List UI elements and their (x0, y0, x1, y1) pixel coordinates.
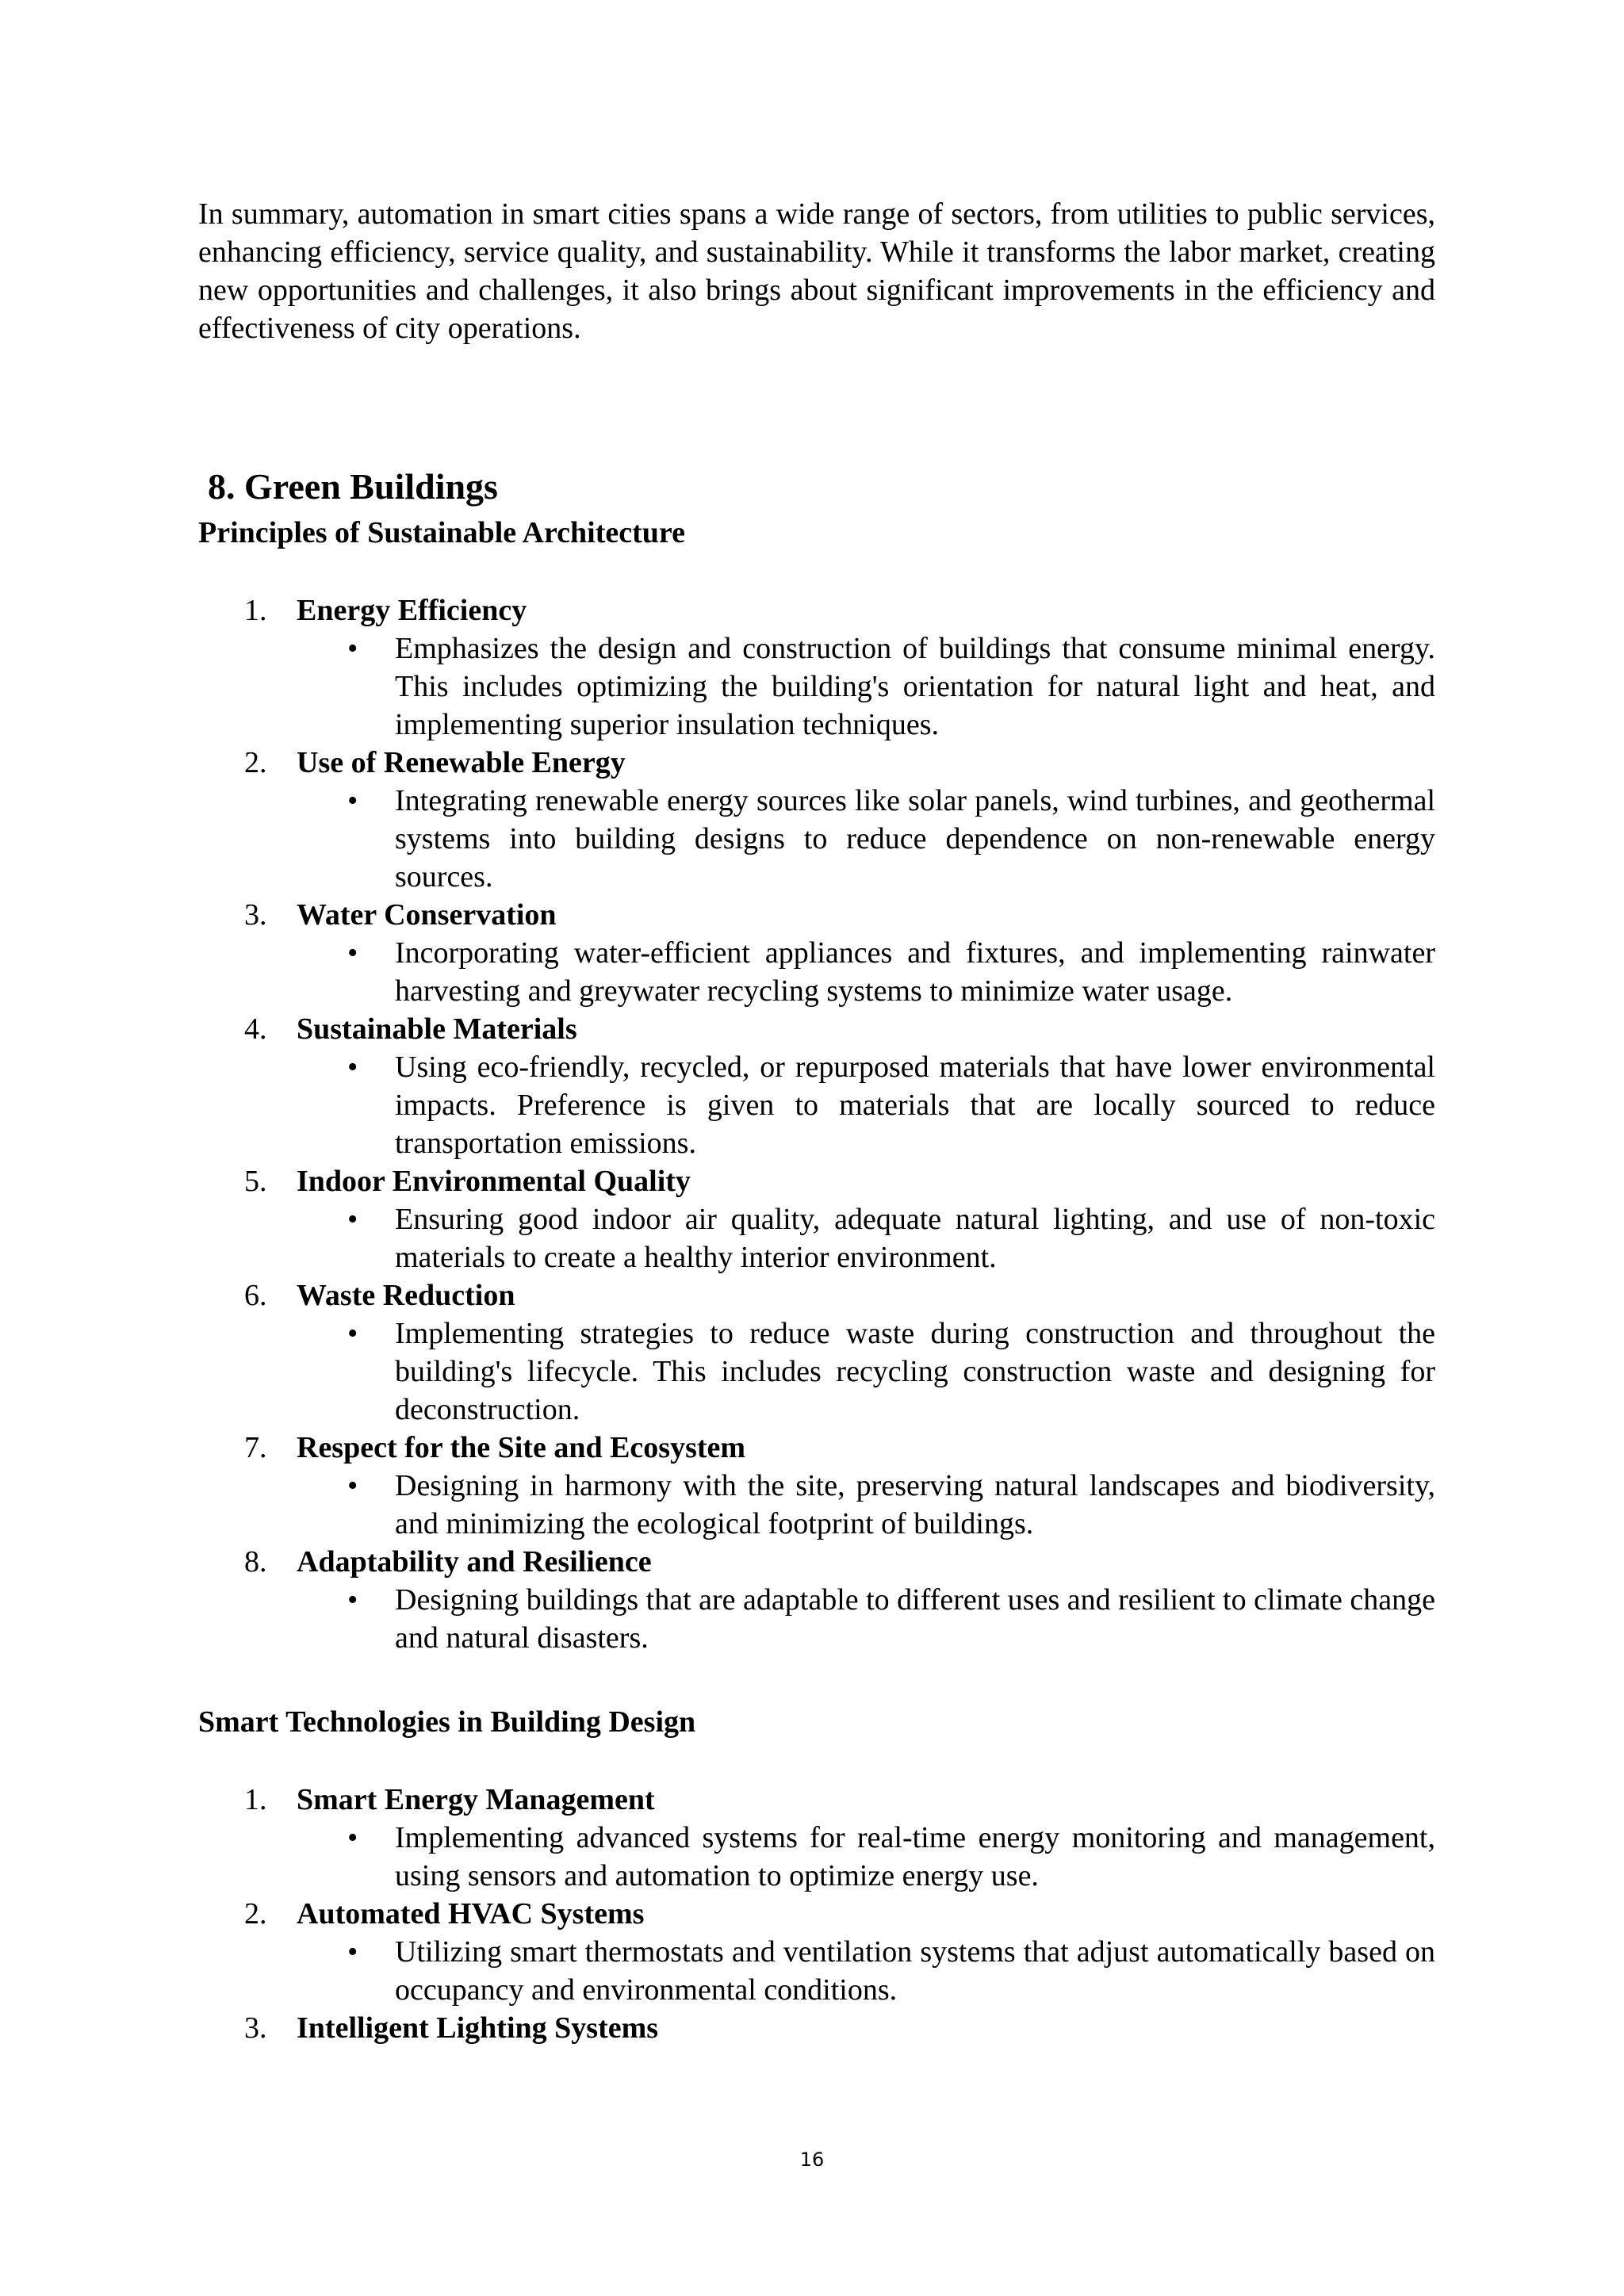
summary-paragraph: In summary, automation in smart cities spans a wide range of sectors, from utilities to public services, enhancing efficiency, service quality, and sustainability. While it transforms the labor market, creating new opportunities and challenges, it also brings about significant improvements in the efficiency and effectiveness of city operations. (198, 197, 1435, 345)
list-item (198, 591, 1435, 744)
bullet-text: Implementing advanced systems for real-time energy monitoring and management, using sensors and automation to optimize energy use. (395, 1821, 1435, 1892)
list-item (198, 744, 1435, 896)
subheading-principles: Principles of Sustainable Architecture (198, 516, 685, 549)
bullet-icon: • (347, 1317, 358, 1350)
bullet-text: Utilizing smart thermostats and ventilation systems that adjust automatically based on occupancy and environmental conditions. (395, 1935, 1435, 2007)
bullet-icon: • (347, 936, 358, 970)
bullet-item (297, 1581, 1435, 1657)
bullet-item (297, 1933, 1435, 2009)
bullet-item (297, 782, 1435, 896)
bullet-text: Incorporating water-efficient appliances and fixtures, and implementing rainwater harvesting and greywater recycling systems to minimize water usage. (395, 936, 1435, 1008)
page-content (198, 195, 1435, 2047)
list-item (198, 1010, 1435, 1162)
section-heading: 8. Green Buildings (208, 466, 498, 507)
list-item-title: Use of Renewable Energy (297, 746, 626, 779)
bullet-text: Ensuring good indoor air quality, adequate natural lighting, and use of non-toxic materials to create a healthy interior environment. (395, 1203, 1435, 1274)
list-item (198, 1429, 1435, 1543)
bullet-item (297, 1200, 1435, 1276)
list-number: 7. (244, 1431, 267, 1464)
bullet-text: Implementing strategies to reduce waste during construction and throughout the building's lifecycle. This includes recycling construction waste and designing for deconstruction. (395, 1317, 1435, 1426)
subheading-smart-tech: Smart Technologies in Building Design (198, 1705, 696, 1739)
list-item (198, 896, 1435, 1010)
page-number: 16 (799, 2149, 825, 2171)
list-item-title: Energy Efficiency (297, 594, 527, 627)
list-number: 3. (244, 898, 267, 932)
bullet-icon: • (347, 1821, 358, 1854)
list-item (198, 1543, 1435, 1657)
list-number: 3. (244, 2011, 267, 2045)
bullet-icon: • (347, 1203, 358, 1236)
list-item-title: Indoor Environmental Quality (297, 1165, 691, 1198)
principles-list (198, 591, 1435, 1657)
list-number: 8. (244, 1545, 267, 1578)
bullet-item (297, 1314, 1435, 1429)
list-item (198, 1781, 1435, 1895)
list-item-title: Water Conservation (297, 898, 557, 932)
bullet-icon: • (347, 1469, 358, 1502)
bullet-item (297, 629, 1435, 744)
list-item-title: Adaptability and Resilience (297, 1545, 652, 1578)
list-number: 1. (244, 594, 267, 627)
bullet-text: Integrating renewable energy sources like solar panels, wind turbines, and geothermal systems into building designs to reduce dependence on non-renewable energy sources. (395, 784, 1435, 894)
list-item (198, 1895, 1435, 2009)
bullet-icon: • (347, 1583, 358, 1617)
bullet-text: Emphasizes the design and construction of buildings that consume minimal energy. This includes optimizing the building's orientation for natural light and heat, and implementing superior insulation techniques. (395, 632, 1435, 741)
list-number: 5. (244, 1165, 267, 1198)
list-number: 6. (244, 1279, 267, 1312)
bullet-item (297, 1048, 1435, 1162)
bullet-item (297, 1819, 1435, 1895)
bullet-icon: • (347, 784, 358, 817)
list-item-title: Smart Energy Management (297, 1783, 655, 1816)
list-item-title: Intelligent Lighting Systems (297, 2011, 659, 2045)
bullet-item (297, 934, 1435, 1010)
bullet-text: Designing in harmony with the site, preserving natural landscapes and biodiversity, and minimizing the ecological footprint of buildings. (395, 1469, 1435, 1540)
smart-tech-list (198, 1781, 1435, 2047)
list-item-title: Respect for the Site and Ecosystem (297, 1431, 746, 1464)
list-item (198, 1276, 1435, 1429)
list-number: 1. (244, 1783, 267, 1816)
list-number: 4. (244, 1012, 267, 1046)
bullet-item (297, 1467, 1435, 1543)
list-item (198, 2009, 1435, 2047)
bullet-icon: • (347, 1050, 358, 1084)
bullet-text: Using eco-friendly, recycled, or repurposed materials that have lower environmental impacts. Preference is given to materials that are locally sourced to reduce transportation emissions. (395, 1050, 1435, 1160)
bullet-text: Designing buildings that are adaptable to different uses and resilient to climate change and natural disasters. (395, 1583, 1436, 1655)
list-item (198, 1162, 1435, 1276)
list-item-title: Automated HVAC Systems (297, 1897, 645, 1931)
list-item-title: Sustainable Materials (297, 1012, 577, 1046)
list-item-title: Waste Reduction (297, 1279, 515, 1312)
list-number: 2. (244, 1897, 267, 1931)
list-number: 2. (244, 746, 267, 779)
bullet-icon: • (347, 1935, 358, 1969)
bullet-icon: • (347, 632, 358, 665)
